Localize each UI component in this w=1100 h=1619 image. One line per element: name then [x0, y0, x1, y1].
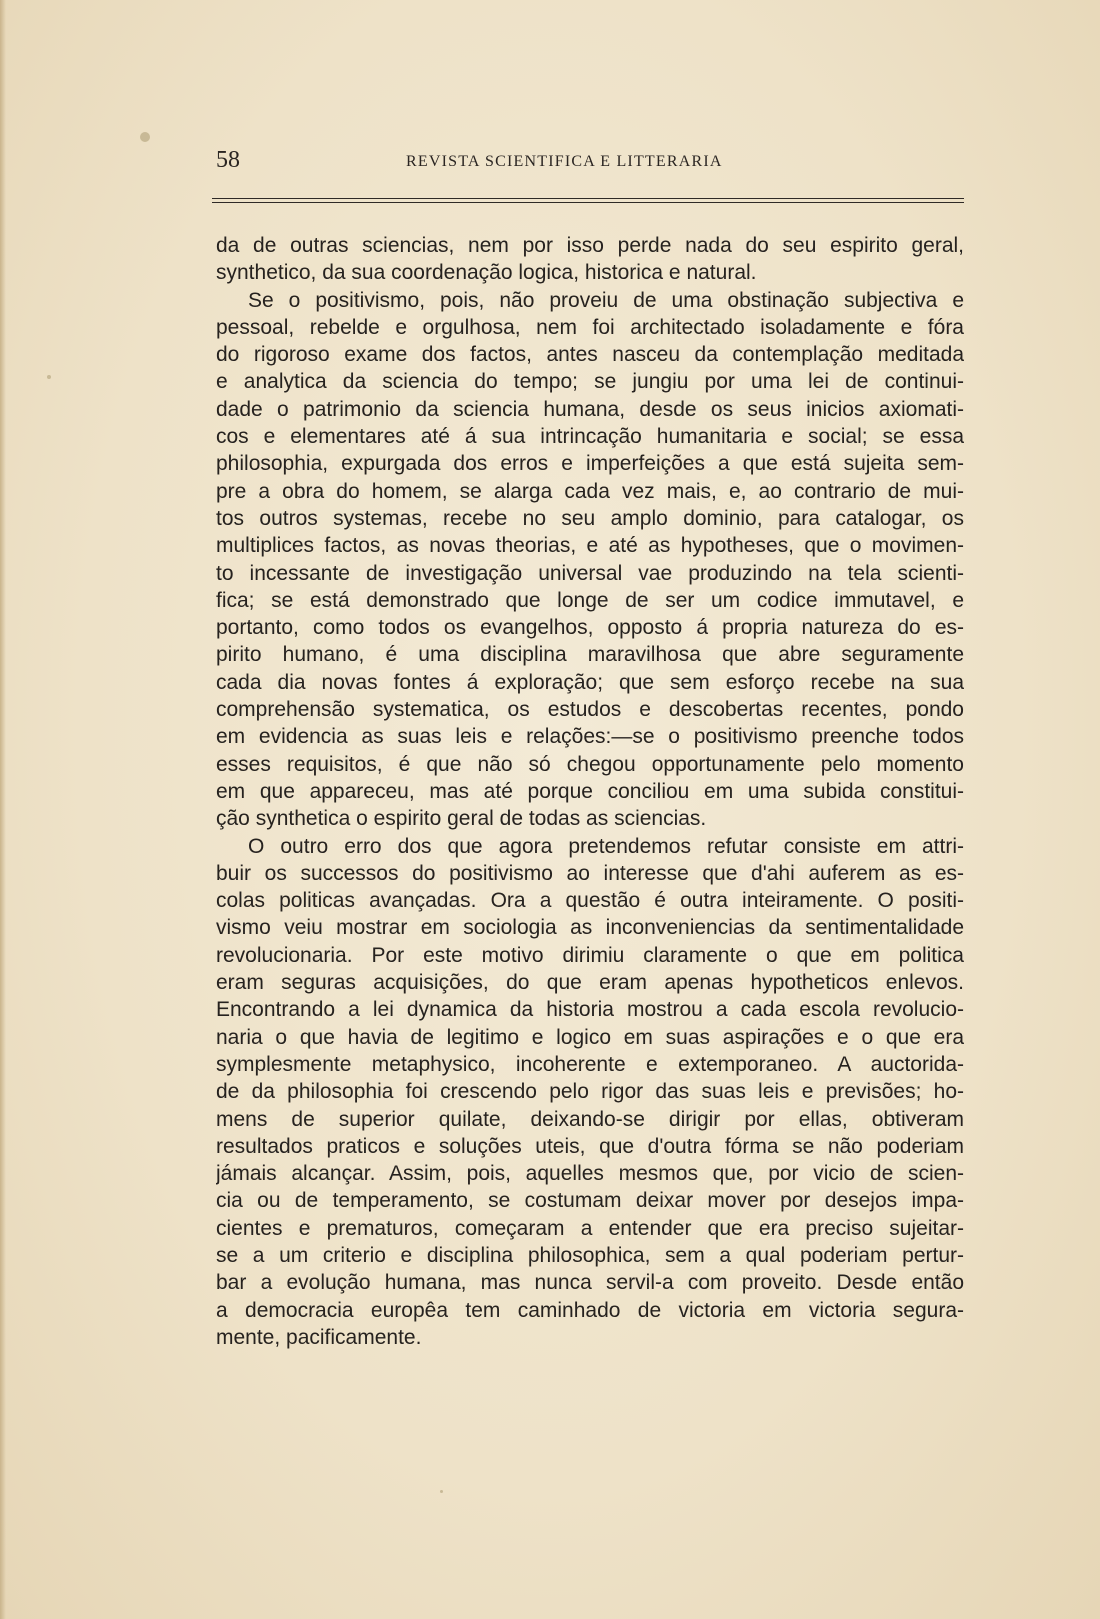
- text-line: philosophia, expurgada dos erros e imperfeições a que está sujeita sem-: [216, 452, 964, 476]
- text-line: de da philosophia foi crescendo pelo rigor das suas leis e previsões; ho-: [216, 1080, 964, 1104]
- running-title: REVISTA SCIENTIFICA E LITTERARIA: [406, 153, 723, 170]
- text-line: em que appareceu, mas até porque conciliou em uma subida constitui-: [216, 779, 964, 803]
- text-line: a democracia europêa tem caminhado de victoria em victoria segura-: [216, 1298, 964, 1322]
- text-line: colas politicas avançadas. Ora a questão é outra inteiramente. O positi-: [216, 889, 964, 913]
- text-line: tos outros systemas, recebe no seu amplo dominio, para catalogar, os: [216, 506, 964, 530]
- text-line: synthetico, da sua coordenação logica, historica e natural.: [216, 261, 757, 285]
- text-line: esses requisitos, é que não só chegou opportunamente pelo momento: [216, 752, 964, 776]
- text-line: pre a obra do homem, se alarga cada vez mais, e, ao contrario de mui-: [216, 479, 964, 503]
- text-line: cos e elementares até á sua intrincação humanitaria e social; se essa: [216, 425, 964, 449]
- article-body: [216, 232, 964, 1351]
- text-line: cia ou de temperamento, se costumam deixar mover por desejos impa-: [216, 1189, 964, 1213]
- paper-speck: [140, 132, 150, 142]
- text-line: to incessante de investigação universal vae produzindo na tela scienti-: [216, 561, 964, 585]
- header-double-rule: [212, 198, 964, 203]
- paper-speck: [47, 375, 51, 379]
- text-line: Se o positivismo, pois, não proveiu de uma obstinação subjectiva e: [248, 288, 964, 312]
- text-line: do rigoroso exame dos factos, antes nasceu da contemplação meditada: [216, 343, 964, 367]
- page-number: 58: [216, 147, 240, 173]
- text-line: se a um criterio e disciplina philosophica, sem a qual poderiam pertur-: [216, 1243, 964, 1267]
- text-line: buir os successos do positivismo ao interesse que d'ahi auferem as es-: [216, 861, 964, 885]
- text-line: multiplices factos, as novas theorias, e até as hypotheses, que o movimen-: [216, 534, 964, 558]
- text-line: cientes e prematuros, começaram a entender que era preciso sujeitar-: [216, 1216, 964, 1240]
- page-binding-edge: [0, 0, 6, 1619]
- text-line: comprehensão systematica, os estudos e descobertas recentes, pondo: [216, 698, 964, 722]
- text-line: fica; se está demonstrado que longe de ser um codice immutavel, e: [216, 588, 964, 612]
- text-line: ção synthetica o espirito geral de todas as sciencias.: [216, 807, 707, 831]
- text-line: da de outras sciencias, nem por isso perde nada do seu espirito geral,: [216, 234, 964, 257]
- text-line: revolucionaria. Por este motivo dirimiu claramente o que em politica: [216, 943, 964, 967]
- text-line: resultados praticos e soluções uteis, que d'outra fórma se não poderiam: [216, 1134, 964, 1158]
- text-line: mens de superior quilate, deixando-se dirigir por ellas, obtiveram: [216, 1107, 964, 1131]
- text-line: pessoal, rebelde e orgulhosa, nem foi architectado isoladamente e fóra: [216, 315, 964, 339]
- text-line: mente, pacificamente.: [216, 1325, 422, 1349]
- text-line: vismo veiu mostrar em sociologia as inconveniencias da sentimentalidade: [216, 916, 964, 940]
- text-line: eram seguras acquisições, do que eram apenas hypotheticos enlevos.: [216, 971, 964, 995]
- text-line: cada dia novas fontes á exploração; que sem esforço recebe na sua: [216, 670, 964, 694]
- text-line: pirito humano, é uma disciplina maravilhosa que abre seguramente: [216, 643, 964, 667]
- text-line: em evidencia as suas leis e relações:—se o positivismo preenche todos: [216, 725, 964, 749]
- text-line: O outro erro dos que agora pretendemos refutar consiste em attri-: [248, 834, 964, 858]
- text-line: bar a evolução humana, mas nunca servil-a com proveito. Desde então: [216, 1271, 964, 1295]
- text-line: dade o patrimonio da sciencia humana, desde os seus inicios axiomati-: [216, 397, 964, 421]
- text-line: naria o que havia de legitimo e logico em suas aspirações e o que era: [216, 1025, 964, 1049]
- text-line: Encontrando a lei dynamica da historia mostrou a cada escola revolucio-: [216, 998, 964, 1022]
- text-line: e analytica da sciencia do tempo; se jungiu por uma lei de continui-: [216, 370, 964, 394]
- text-line: symplesmente metaphysico, incoherente e extemporaneo. A auctorida-: [216, 1052, 964, 1076]
- page-header: [216, 148, 964, 182]
- paper-speck: [440, 1490, 443, 1493]
- text-line: portanto, como todos os evangelhos, opposto á propria natureza do es-: [216, 616, 964, 640]
- text-line: jámais alcançar. Assim, pois, aquelles mesmos que, por vicio de scien-: [216, 1162, 964, 1186]
